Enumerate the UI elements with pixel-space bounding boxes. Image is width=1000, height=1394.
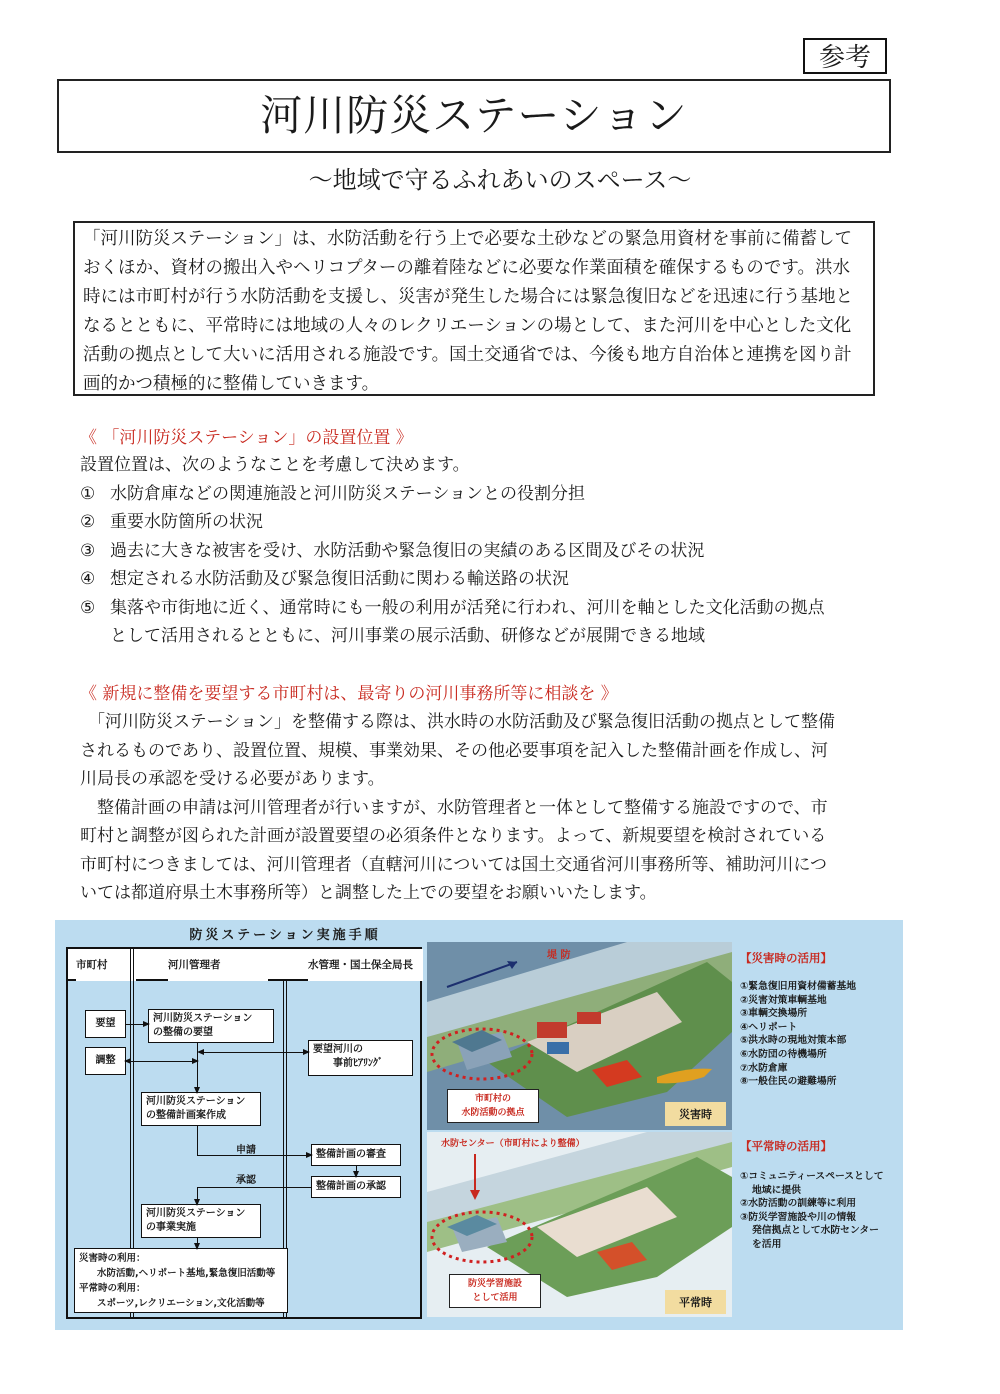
arrow-connector [199,1052,308,1053]
flow-box-usage: 災害時の利用： 水防活動,ヘリポート基地,緊急復旧活動等 平常時の利用： スポーツ,レクリエーション,文化活動等 [74,1248,288,1313]
arrow-connector [126,1061,197,1062]
section-location-heading: 《 「河川防災ステーション」の設置位置 》 [80,428,413,448]
paragraph-line: 「河川防災ステーション」を整備する際は、洪水時の水防活動及び緊急復旧活動の拠点として整備 [88,712,835,732]
list-item: ⑤ 集落や市街地に近く、通常時にも一般の利用が活発に行われ、河川を軸とした文化活動の拠点 [80,597,825,618]
flow-box-implement: 河川防災ステーション の事業実施 [141,1204,261,1238]
normal-callout: 防災学習施設 として活用 [449,1274,541,1308]
paragraph-line: 川局長の承認を受ける必要があります。 [80,769,385,789]
lane-river-manager: 河川管理者 [168,949,268,981]
normal-mode-tag: 平常時 [665,1290,726,1314]
reference-badge: 参考 [803,38,887,74]
flow-box-review: 整備計画の審査 [311,1144,401,1166]
paragraph-line: 市町村につきましては、河川管理者（直轄河川については国土交通省河川事務所等、補助河川につ [80,854,827,875]
connector-line [197,1187,311,1188]
list-item-continuation: として活用されるとともに、河川事業の展示活動、研修などが展開できる地域 [110,626,705,646]
section-request-body [80,708,880,908]
list-item: ⑤洪水時の現地対策本部 [740,1035,847,1047]
list-item: ④ヘリポート [740,1021,798,1033]
label-approve: 承認 [236,1175,256,1186]
water-center-label: 水防センター（市町村により整備） [441,1139,585,1149]
list-item: ③防災学習施設や川の情報 [740,1211,857,1223]
flowchart [66,947,422,1319]
list-item: ⑧一般住民の避難場所 [740,1076,837,1088]
section-request [80,680,880,908]
procedure-panel [55,920,903,1330]
list-item: ① 水防倉庫などの関連施設と河川防災ステーションとの役割分担 [80,483,585,504]
label-apply: 申請 [236,1145,256,1156]
list-item: ①緊急復旧用資材備蓄基地 [740,981,857,992]
intro-line: 「河川防災ステーション」は、水防活動を行う上で必要な土砂などの緊急用資材を事前に備蓄して [83,229,852,249]
normal-use-list [740,1170,895,1252]
paragraph-line: されるものであり、設置位置、規模、事業効果、その他必要事項を記入した整備計画を作成し、河 [80,740,828,761]
disaster-callout: 市町村の 水防活動の拠点 [447,1089,539,1123]
list-item-continuation: 地域に提供 [752,1184,801,1196]
section-location [80,425,880,651]
flow-box-station-request: 河川防災ステーション の整備の要望 [148,1009,274,1043]
page-subtitle: ～地域で守るふれあいのスペース～ [308,166,692,194]
intro-line: 時には市町村が行う水防活動を支援し、災害が発生した場合には緊急復旧などを迅速に行う基地と [83,287,853,307]
disaster-mode-tag: 災害時 [665,1102,726,1126]
section-request-heading: 《 新規に整備を要望する市町村は、最寄りの河川事務所等に相談を 》 [80,684,618,704]
intro-line: おくほか、資材の搬出入やヘリコプターの離着陸などに必要な作業面積を確保するものです。洪水 [83,258,851,278]
list-item: ② 重要水防箇所の状況 [80,512,263,532]
lane-bureau-director: 水管理・国土保全局長 [308,949,423,981]
intro-line: 活動の拠点として大いに活用される施設です。国土交通省では、今後も地方自治体と連携を図り計 [83,345,852,365]
paragraph-line: 町村と調整が図られた計画が設置要望の必須条件となります。よって、新規要望を検討されている [80,826,827,846]
section-location-lead: 設置位置は、次のようなことを考慮して決めます。 [80,455,470,475]
list-item: ⑥水防団の待機場所 [740,1048,827,1060]
list-item: ②災害対策車輌基地 [740,994,827,1006]
paragraph-line: いては都道府県土木事務所等）と調整した上での要望をお願いいたします。 [80,883,657,903]
intro-line: 画的かつ積極的に整備していきます。 [83,374,380,394]
flow-box-hearing: 要望河川の 事前ﾋｱﾘﾝｸﾞ [308,1040,413,1076]
disaster-use-heading: 【災害時の活用】 [740,951,832,965]
arrow-connector [356,1166,357,1176]
flow-box-plan-draft: 河川防災ステーション の整備計画案作成 [141,1092,261,1126]
lane-municipality: 市町村 [76,949,136,981]
flow-box-approval: 整備計画の承認 [311,1176,401,1198]
arrow-connector [197,1238,198,1248]
list-item: ②水防活動の訓練等に利用 [740,1198,857,1210]
list-item: ③ 過去に大きな被害を受け、水防活動や緊急復旧の実績のある区間及びその状況 [80,540,705,561]
flow-box-adjust: 調整 [85,1047,126,1075]
arrow-connector [126,1024,148,1025]
normal-use-heading: 【平常時の活用】 [740,1139,832,1153]
intro-box [73,221,875,396]
list-item: ①コミュニティースペースとして [740,1171,884,1182]
list-item-continuation: 発信拠点として水防センター [752,1225,879,1237]
list-item: ④ 想定される水防活動及び緊急復旧活動に関わる輸送路の状況 [80,569,569,589]
intro-line: なるとともに、平常時には地域の人々のレクリエーションの場として、また河川を中心とした文化 [83,316,852,336]
list-item-continuation: を活用 [752,1238,782,1250]
disaster-illustration [427,942,732,1130]
list-item: ⑦水防倉庫 [740,1062,788,1074]
arrow-connector [197,1187,198,1204]
embankment-label: 堤 防 [547,950,571,961]
flowchart-title: 防災ステーション実施手順 [189,928,381,943]
paragraph-line: 整備計画の申請は河川管理者が行いますが、水防管理者と一体として整備する施設ですので、市 [97,797,828,818]
disaster-use-list [740,980,895,1089]
normal-illustration [427,1132,732,1317]
connector-line [197,1126,198,1155]
page-title: 河川防災ステーション [57,79,891,153]
flow-box-request: 要望 [85,1010,126,1038]
list-item: ③車輌交換場所 [740,1008,808,1020]
location-criteria-list [80,480,880,651]
